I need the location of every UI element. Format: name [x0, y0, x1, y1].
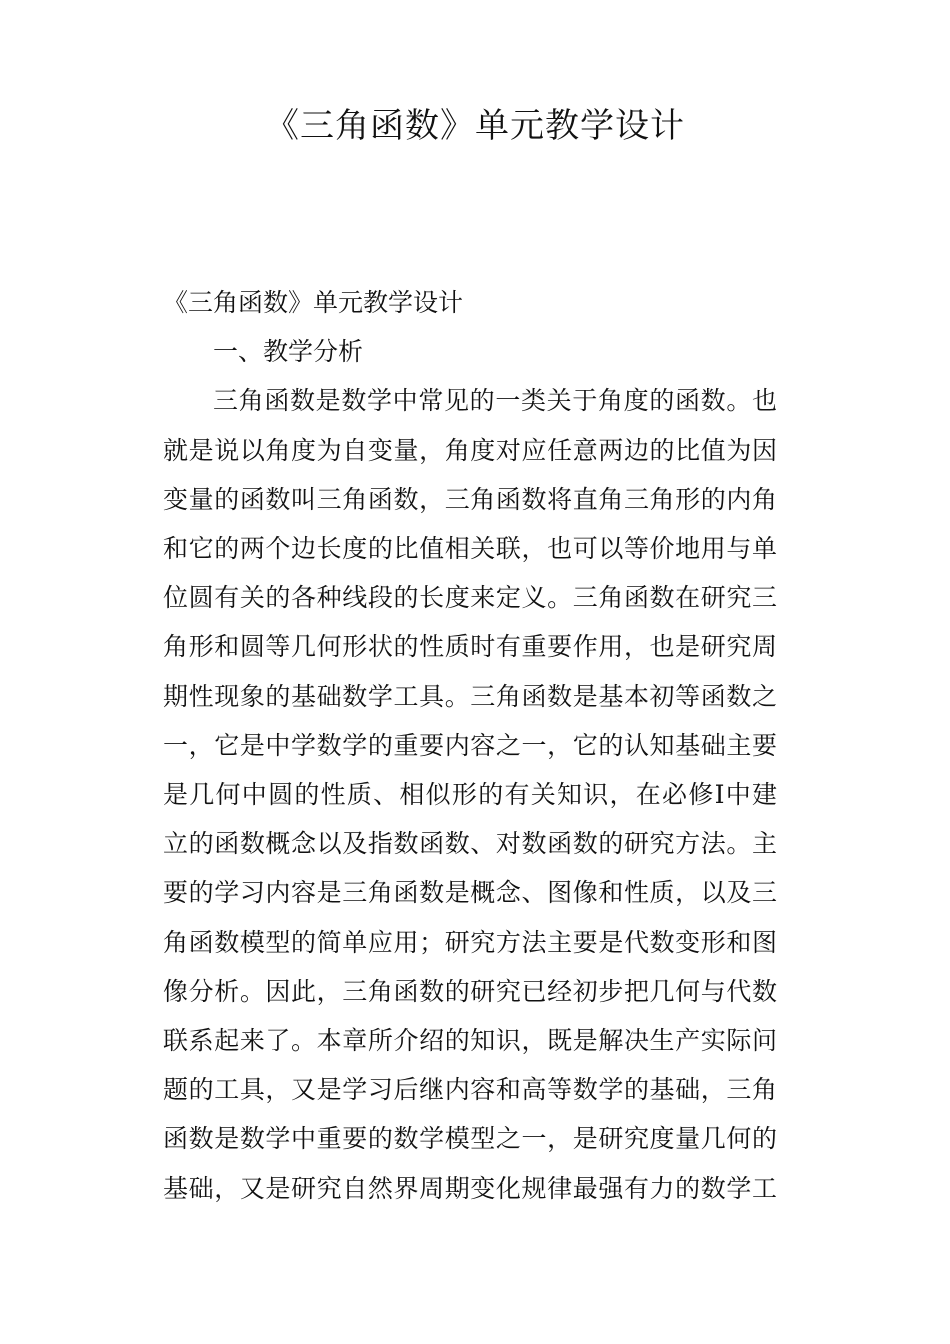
- section-heading-teaching-analysis: 一、教学分析: [213, 337, 364, 367]
- document-subtitle: 《三角函数》单元教学设计: [163, 288, 464, 317]
- paragraph-line: 就是说以角度为自变量，角度对应任意两边的比值为因: [163, 435, 777, 465]
- paragraph-line: 要的学习内容是三角函数是概念、图像和性质，以及三: [163, 878, 777, 908]
- paragraph-line: 基础，又是研究自然界周期变化规律最强有力的数学工: [163, 1173, 777, 1203]
- paragraph-line: 角函数模型的简单应用；研究方法主要是代数变形和图: [163, 927, 777, 957]
- paragraph-line: 期性现象的基础数学工具。三角函数是基本初等函数之: [163, 681, 777, 711]
- paragraph-line: 函数是数学中重要的数学模型之一，是研究度量几何的: [163, 1124, 777, 1154]
- paragraph-line: 位圆有关的各种线段的长度来定义。三角函数在研究三: [163, 583, 777, 613]
- paragraph-line: 三角函数是数学中常见的一类关于角度的函数。也: [213, 386, 777, 416]
- paragraph-line: 联系起来了。本章所介绍的知识，既是解决生产实际问: [163, 1026, 777, 1056]
- document-body: [163, 278, 777, 1213]
- paragraph-teaching-analysis: [163, 376, 777, 1212]
- paragraph-line: 像分析。因此，三角函数的研究已经初步把几何与代数: [163, 976, 777, 1006]
- paragraph-line: 角形和圆等几何形状的性质时有重要作用，也是研究周: [163, 632, 777, 662]
- document-title: 《三角函数》单元教学设计: [265, 106, 685, 146]
- paragraph-line: 变量的函数叫三角函数，三角函数将直角三角形的内角: [163, 484, 777, 514]
- paragraph-line: 是几何中圆的性质、相似形的有关知识，在必修Ⅰ中建: [163, 780, 777, 810]
- paragraph-line: 立的函数概念以及指数函数、对数函数的研究方法。主: [163, 829, 777, 859]
- paragraph-line: 题的工具，又是学习后继内容和高等数学的基础，三角: [163, 1075, 777, 1105]
- paragraph-line: 一，它是中学数学的重要内容之一，它的认知基础主要: [163, 730, 777, 760]
- paragraph-line: 和它的两个边长度的比值相关联，也可以等价地用与单: [163, 534, 777, 564]
